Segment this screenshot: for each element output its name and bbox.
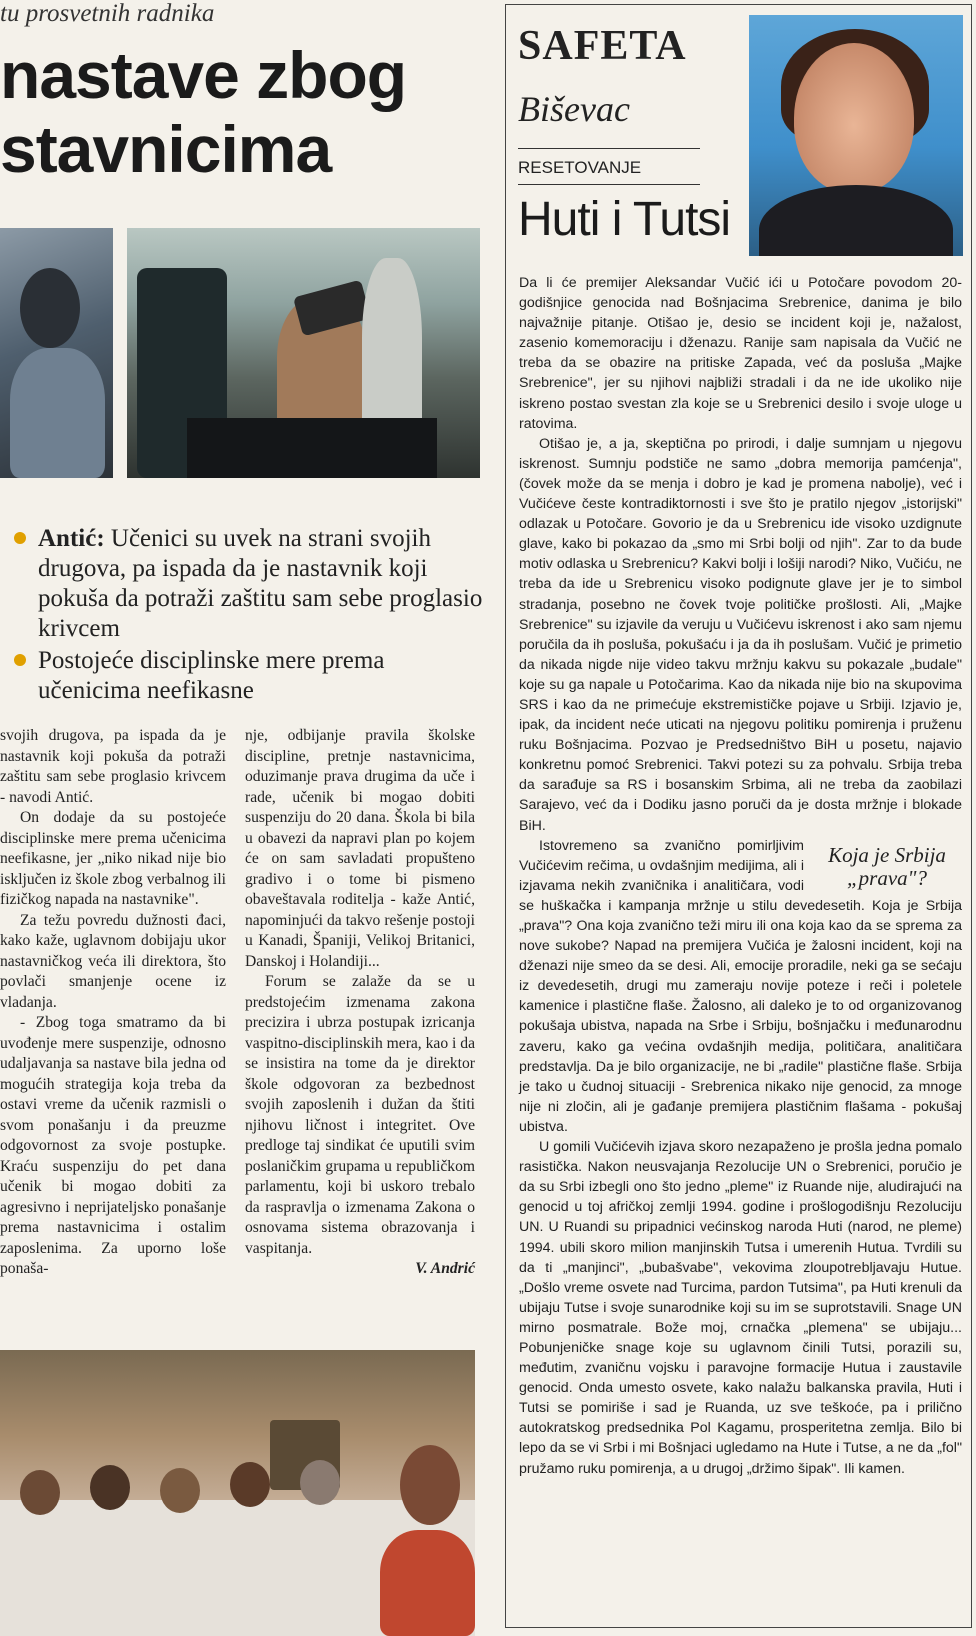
article-signature: V. Andrić [415,1260,475,1277]
classroom-photo-left [0,228,113,478]
classroom-photo-main [127,228,480,478]
author-first-name: SAFETA [518,23,687,69]
paragraph: Da li će premijer Aleksandar Vučić ići u Potočare povodom 20-godišnjice genocida nad Bošnjacima Srebrenice, danima je bilo najvažnije pitanje. Otišao je, desio se incident koji je, nažalost, zasenio komemoraciju i dženazu. Ranije sam napisala da Vučić ne treba da se obazire na pritiske Zapada, već da posluša „Majke Srebrenice", jer su njihovi najbliži stradali i da ne ide ukoliko nije iskreno postao svestan zla koje se u Srebrenici desilo i svoje uloge u ratovima. [519,275,962,432]
divider [518,184,700,185]
paragraph: Forum se zalaže da se u predstojećim izmenama zakona precizira i ubrza postupak izricanja vaspitno-disciplinskih mera, kao i da se insistira na tome da je direktor škole odgovoran za bezbednost svojih zaposlenih i dužan da štiti njihovu ličnost i integritet. Ove predloge taj sindikat će uputili svim poslaničkim grupama u republičkom parlamentu, koji bi uskoro trebalo da raspravlja o izmenama Zakona o osnovama sistema obrazovanja i vaspitanja. [245,973,475,1257]
paragraph: nje, odbijanje pravila školske discipline, pretnje nastavnicima, oduzimanje prava drugima da uče i rade, učenik bi mogao dobiti suspenziju do 20 dana. Škola bi bila u obavezi da napravi plan po kojem će on sam savladati propušteno gradivo i o tome bi pismeno obaveštavala roditelja - kaže Antić, napominjući da takvo rešenje postoji u Kanadi, Španiji, Velikoj Britanici, Danskoj i Holandiji... [245,727,475,970]
divider [518,148,700,149]
column-title: Huti i Tutsi [518,193,731,246]
headline-line-1: nastave zbog [0,38,407,112]
article-headline [0,38,485,186]
author-last-name: Biševac [518,89,630,129]
article-kicker: tu prosvetnih radnika [0,0,215,27]
bullet-dot-icon [14,532,26,544]
article-column-right [245,726,475,1280]
headline-line-2: stavnicima [0,112,332,186]
column-body [519,273,962,1479]
paragraph: Za težu povredu dužnosti đaci, kako kaže, uglavnom dobijaju ukor nastavničkog veća ili direktora, što povlači smanjenje ocene iz vladanja. [0,911,226,1011]
paragraph: U gomili Vučićevih izjava skoro nezapaženo je prošla jedna pomalo rasistička. Nakon neusvajanja Rezolucije UN o Srebrenici, poručio je da su Srbi izbegli ono što jedno „pleme" iz Ruande nije, aludirajući na genocid u toj afričkoj zemlji 1994. godine i prošlogodišnju Rezoluciju UN. U Ruandi su pripadnici većinskog naroda Huti (narod, ne pleme) 1994. ubili skoro milion manjinskih Tutsa i umerenih Hutua. Tvrdili su da ti „manjinci", „bubašvabe", vekovima zloupotrebljavaju Hutue. „Došlo vreme osvete nad Turcima, pardon Tutsima", pa Huti krenuli da ubijaju Tutse i svoje sunarodnike koji su im se suprotstavili. Snage UN mirno posmatrale. Bože moj, crnačka „plemena" se ubijaju... Pobunjeničke snage koje su uglavnom činili Tutsi, porazili su, međutim, zvaničnu vojsku i paravojne formacije Hutua i zaustavile genocid. Onda umesto osvete, kako nalažu balkanska pravila, Huti i Tutsi se pomiriše i sad je Ruanda, uz sve teškoće, pa i prilično autokratskog predsednika Pol Kagamu, prosperitetna zemlja. Bilo bi lepo da se vi Srbi i mi Bošnjaci ugledamo na Hute i Tutse, a ne da „fol" pružamo ruku pomirenja, a u drugoj „držimo šipak". Ili kamen. [519,1139,962,1477]
article-bullets [14,524,484,708]
pull-quote: Koja je Srbija „prava"? [828,842,946,890]
paragraph: On dodaje da su postojeće disciplinske mere prema učenicima neefikasne, jer „niko nikad nije bio isključen iz škole zbog verbalnog ili fizičkog napada na nastavnike". [0,809,226,908]
bullet-name: Antić: [38,525,105,552]
author-portrait [749,15,963,256]
paragraph: svojih drugova, pa ispada da je nastavnik koji pokuša da potraži zaštitu sam sebe proglasio krivcem - navodi Antić. [0,727,226,806]
article-column-left [0,726,226,1280]
bullet-item [14,524,484,644]
bullet-item [14,646,484,706]
bullet-text: Postojeće disciplinske mere prema učenicima neefikasne [38,647,385,704]
paragraph: Istovremeno sa zvanično pomirljivim Vučićevim rečima, u ovdašnjim medijima, ali i izjavama nekih zvaničnika i analitičara, vodi se huškačka i kampanja mržnje u stilu devedesetih. Koja je Srbija „prava"? Ona koja zvanično teži miru ili ona koja kao da se sprema za nove sukobe? Napad na premijera Vučića je žalosni incident, koji na dženazi nije smeo da se desi. Ali, emocije proradile, neki ga se sećaju iz devedesetih, drugi mu zameraju novije poteze i reči i poletele kamenice i plastične flaše. Žalosno, ali daleko je to od organizovanog pokušaja ubistva, napada na Srbe i Srbiju, bošnjačku i međunarodnu zaveru, kako ga većina ovdašnjih medija, političara, analitičara predstavlja. Da je bilo organizacije, ne bi „radile" plastične flaše. Srbija je tako u čudnoj situaciji - Srebrenica nikako nije genocid, za mnoge nije ni zločin, ali je gađanje premijera plastičnim flašama - pokušaj ubistva. [519,837,962,1135]
paragraph: - Zbog toga smatramo da bi uvođenje mere suspenzije, odnosno udaljavanja sa nastave bila jedna od mogućih strategija koja treba da ostavi vreme da učenik razmisli o svom ponašanju i da preuzme odgovornost za svoje postupke. Kraću suspenziju do pet dana učenik bi mogao dobiti za agresivno i neprijateljsko ponašanje prema nastavnicima i ostalim zaposlenima. Za uporno loše ponaša- [0,1014,226,1277]
bullet-text: Učenici su uvek na strani svojih drugova, pa ispada da je nastavnik koji pokuša da potraži zaštitu sam sebe proglasio krivcem [38,525,483,642]
column-section: RESETOVANJE [518,158,642,177]
paragraph: Otišao je, a ja, skeptična po prirodi, i dalje sumnjam u njegovu iskrenost. Sumnju podstiče ne samo „dobra memorija pamćenja", (čovek može da se menja i dobro je kad je promena nabolje), već i Vučićeve česte kontradiktornosti i sve što je pratilo njegov „istorijski" odlazak u Potočare. Govorio je da u Srebrenicu ide visoko uzdignute glave, kako bi pokazao da „smo mi Srbi bolji od njih". Zar to da bude motiv odlaska u Srebrenicu? Kakvi bolji i lošiji narodi? Niko, Vučiću, ne treba da ide u Srebrenicu visoko podignute glave jer je to simbol stradanja, posebno ne čovek tvoje političke prošlosti. Ali, „Majke Srebrenice" su izjavile da veruju u Vučićevu iskrenost i ako sam njemu poručila da ih posluša, pokušaću i ja da ih poslušam. Vučić je primetio da nikada nigde nije video takvu mržnju kakvu su pokazale „budale" koje su ga napale u Potočarima. Kao da nikada nije bio na skupovima SRS i kao da ne primećuje ekstremističke pojave u Srbiji. Izjavio je, ipak, da incident neće uticati na njegovu politiku pomirenja i pruženu ruku Bošnjacima. Pozvao je Predsedništvo BiH u posetu, najavio konkretnu pomoć Srebrenici. Takvi potezi su za pohvalu. Srbija treba da sarađuje sa RS i bosanskim Srbima, ali ne treba da zaobilazi Sarajevo, već da i Dodiku jasno poruči da je dosta mržnje i blokade BiH. [519,435,962,834]
bullet-dot-icon [14,654,26,666]
children-group-photo [0,1350,475,1636]
